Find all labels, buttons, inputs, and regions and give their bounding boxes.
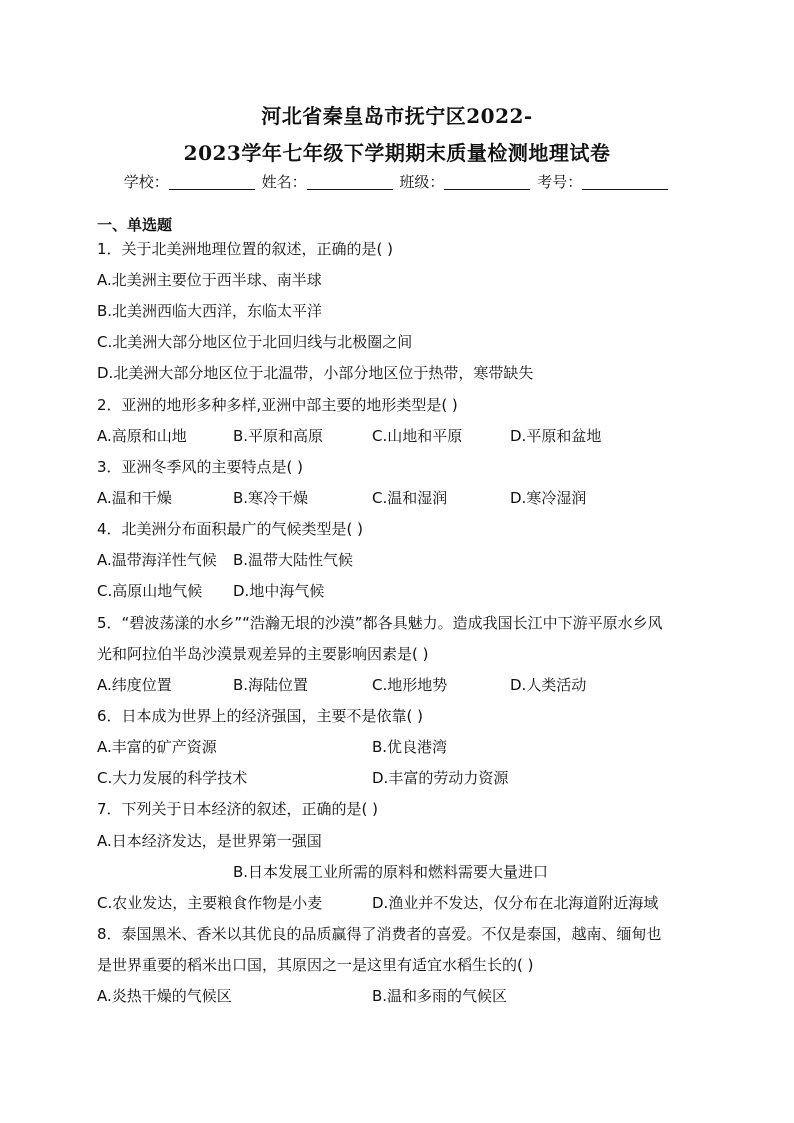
question-3-option-b: B.寒冷干燥 (233, 489, 309, 507)
question-2-option-b: B.平原和高原 (233, 427, 324, 445)
question-5-option-d: D.人类活动 (510, 676, 587, 694)
name-label: 姓名： (261, 173, 307, 191)
question-5-option-a: A.纬度位置 (97, 676, 172, 694)
question-6-stem: 6．日本成为世界上的经济强国，主要不是依靠( ) (97, 707, 424, 725)
student-info-row (0, 171, 794, 192)
question-4-option-d: D.地中海气候 (233, 582, 325, 600)
question-5-stem-line-2: 光和阿拉伯半岛沙漠景观差异的主要影响因素是( ) (97, 645, 429, 663)
class-blank[interactable] (444, 175, 530, 190)
question-4-option-a: A.温带海洋性气候 (97, 551, 217, 569)
question-7-stem: 7．下列关于日本经济的叙述，正确的是( ) (97, 800, 379, 818)
question-4-option-c: C.高原山地气候 (97, 582, 203, 600)
question-7-option-d: D.渔业并不发达，仅分布在北海道附近海域 (372, 894, 659, 912)
question-7-option-c: C.农业发达，主要粮食作物是小麦 (97, 894, 323, 912)
question-3-option-c: C.温和湿润 (372, 489, 448, 507)
question-1-option-b: B.北美洲西临大西洋，东临太平洋 (97, 302, 323, 320)
question-8-stem-line-2: 是世界重要的稻米出口国，其原因之一是这里有适宜水稻生长的( ) (97, 956, 534, 974)
question-1-option-d: D.北美洲大部分地区位于北温带，小部分地区位于热带，寒带缺失 (97, 364, 534, 382)
question-8-stem-line-1: 8．泰国黑米、香米以其优良的品质赢得了消费者的喜爱。不仅是泰国，越南、缅甸也 (97, 925, 662, 943)
question-6-option-c: C.大力发展的科学技术 (97, 769, 248, 787)
class-label: 班级： (399, 173, 445, 191)
question-5-option-b: B.海陆位置 (233, 676, 309, 694)
question-6-option-a: A.丰富的矿产资源 (97, 738, 217, 756)
name-blank[interactable] (307, 175, 393, 190)
exam-title-line-2: 2023学年七年级下学期期末质量检测地理试卷 (183, 141, 611, 165)
question-2-option-a: A.高原和山地 (97, 427, 187, 445)
exam-title-line-1: 河北省秦皇岛市抚宁区2022- (261, 104, 533, 128)
school-label: 学校： (123, 173, 169, 191)
question-4-stem: 4．北美洲分布面积最广的气候类型是( ) (97, 520, 364, 538)
question-5-stem-line-1: 5．“碧波荡漾的水乡”“浩瀚无垠的沙漠”都各具魅力。造成我国长江中下游平原水乡风 (97, 614, 663, 632)
question-3-option-a: A.温和干燥 (97, 489, 172, 507)
question-7-option-a: A.日本经济发达，是世界第一强国 (97, 832, 322, 850)
section-heading: 一、单选题 (97, 216, 173, 234)
question-5-option-c: C.地形地势 (372, 676, 448, 694)
question-1-option-a: A.北美洲主要位于西半球、南半球 (97, 271, 322, 289)
question-2-option-c: C.山地和平原 (372, 427, 463, 445)
number-blank[interactable] (582, 175, 668, 190)
question-2-option-d: D.平原和盆地 (510, 427, 602, 445)
question-1-stem: 1．关于北美洲地理位置的叙述，正确的是( ) (97, 240, 394, 258)
question-3-stem: 3．亚洲冬季风的主要特点是( ) (97, 458, 304, 476)
question-2-stem: 2．亚洲的地形多种多样,亚洲中部主要的地形类型是( ) (97, 396, 458, 414)
school-blank[interactable] (169, 175, 255, 190)
question-8-option-a: A.炎热干燥的气候区 (97, 987, 232, 1005)
question-1-option-c: C.北美洲大部分地区位于北回归线与北极圈之间 (97, 333, 413, 351)
question-7-option-b: B.日本发展工业所需的原料和燃料需要大量进口 (233, 863, 549, 881)
question-3-option-d: D.寒冷湿润 (510, 489, 587, 507)
question-8-option-b: B.温和多雨的气候区 (372, 987, 508, 1005)
question-6-option-d: D.丰富的劳动力资源 (372, 769, 509, 787)
number-label: 考号： (537, 173, 583, 191)
question-6-option-b: B.优良港湾 (372, 738, 448, 756)
question-4-option-b: B.温带大陆性气候 (233, 551, 354, 569)
